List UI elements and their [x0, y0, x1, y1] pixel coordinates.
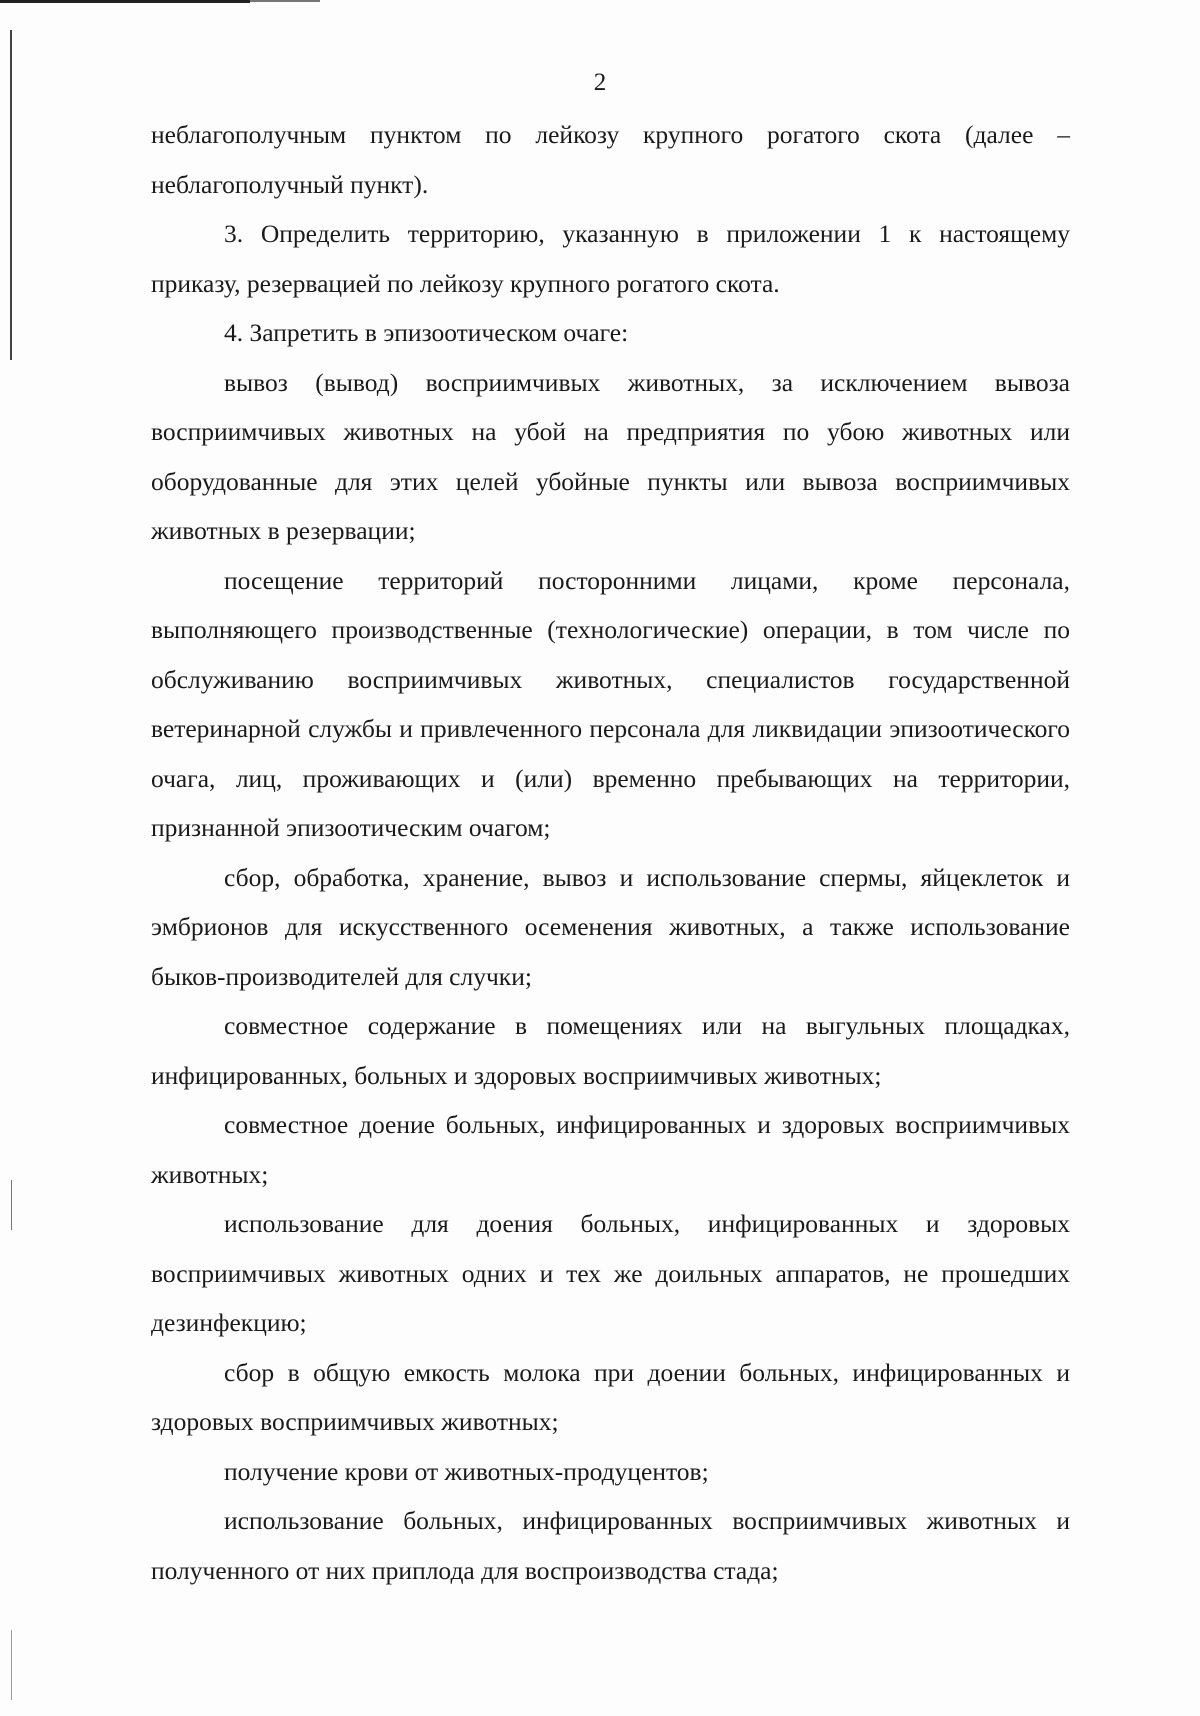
paragraph: использование для доения больных, инфицированных и здоровых восприимчивых животных одних и тех же доильных аппаратов, не прошедших дезинфекцию; [151, 1209, 1070, 1337]
paragraph: получение крови от животных-продуцентов; [224, 1456, 709, 1486]
scan-edge-line [11, 1180, 12, 1230]
paragraph: сбор, обработка, хранение, вывоз и использование спермы, яйцеклеток и эмбрионов для искусственного осеменения животных, а также использование быков-производителей для случки; [151, 862, 1070, 991]
scan-edge-line [11, 1630, 12, 1700]
paragraph: совместное содержание в помещениях или на выгульных площадках, инфицированных, больных и здоровых восприимчивых животных; [151, 1011, 1070, 1090]
paragraph: совместное доение больных, инфицированных и здоровых восприимчивых животных; [151, 1110, 1070, 1189]
paragraph: сбор в общую емкость молока при доении больных, инфицированных и здоровых восприимчивых животных; [151, 1357, 1070, 1436]
paragraph: использование больных, инфицированных восприимчивых животных и полученного от них приплода для воспроизводства стада; [151, 1506, 1070, 1585]
paragraph: 4. Запретить в эпизоотическом очаге: [224, 318, 629, 347]
paragraph: неблагополучным пунктом по лейкозу крупного рогатого скота (далее – неблагополучный пункт). [151, 120, 1070, 199]
paragraph: вывоз (вывод) восприимчивых животных, за исключением вывоза восприимчивых животных на убой на предприятия по убою животных или оборудованные для этих целей убойные пункты или вывоза восприимчивых животных в резервации; [151, 367, 1070, 545]
document-body [151, 110, 1070, 1595]
scan-edge-line [0, 0, 250, 3]
paragraph: посещение территорий посторонними лицами, кроме персонала, выполняющего производственные (технологические) операции, в том числе по обслуживанию восприимчивых животных, специалистов государственной ветеринарной службы и привлеченного персонала для ликвидации эпизоотического очага, лиц, проживающих и (или) временно пребывающих на территории, признанной эпизоотическим очагом; [151, 565, 1070, 842]
paragraph: 3. Определить территорию, указанную в приложении 1 к настоящему приказу, резервацией по лейкозу крупного рогатого скота. [151, 219, 1070, 298]
scan-edge-line [250, 0, 320, 2]
page-number: 2 [593, 69, 607, 96]
